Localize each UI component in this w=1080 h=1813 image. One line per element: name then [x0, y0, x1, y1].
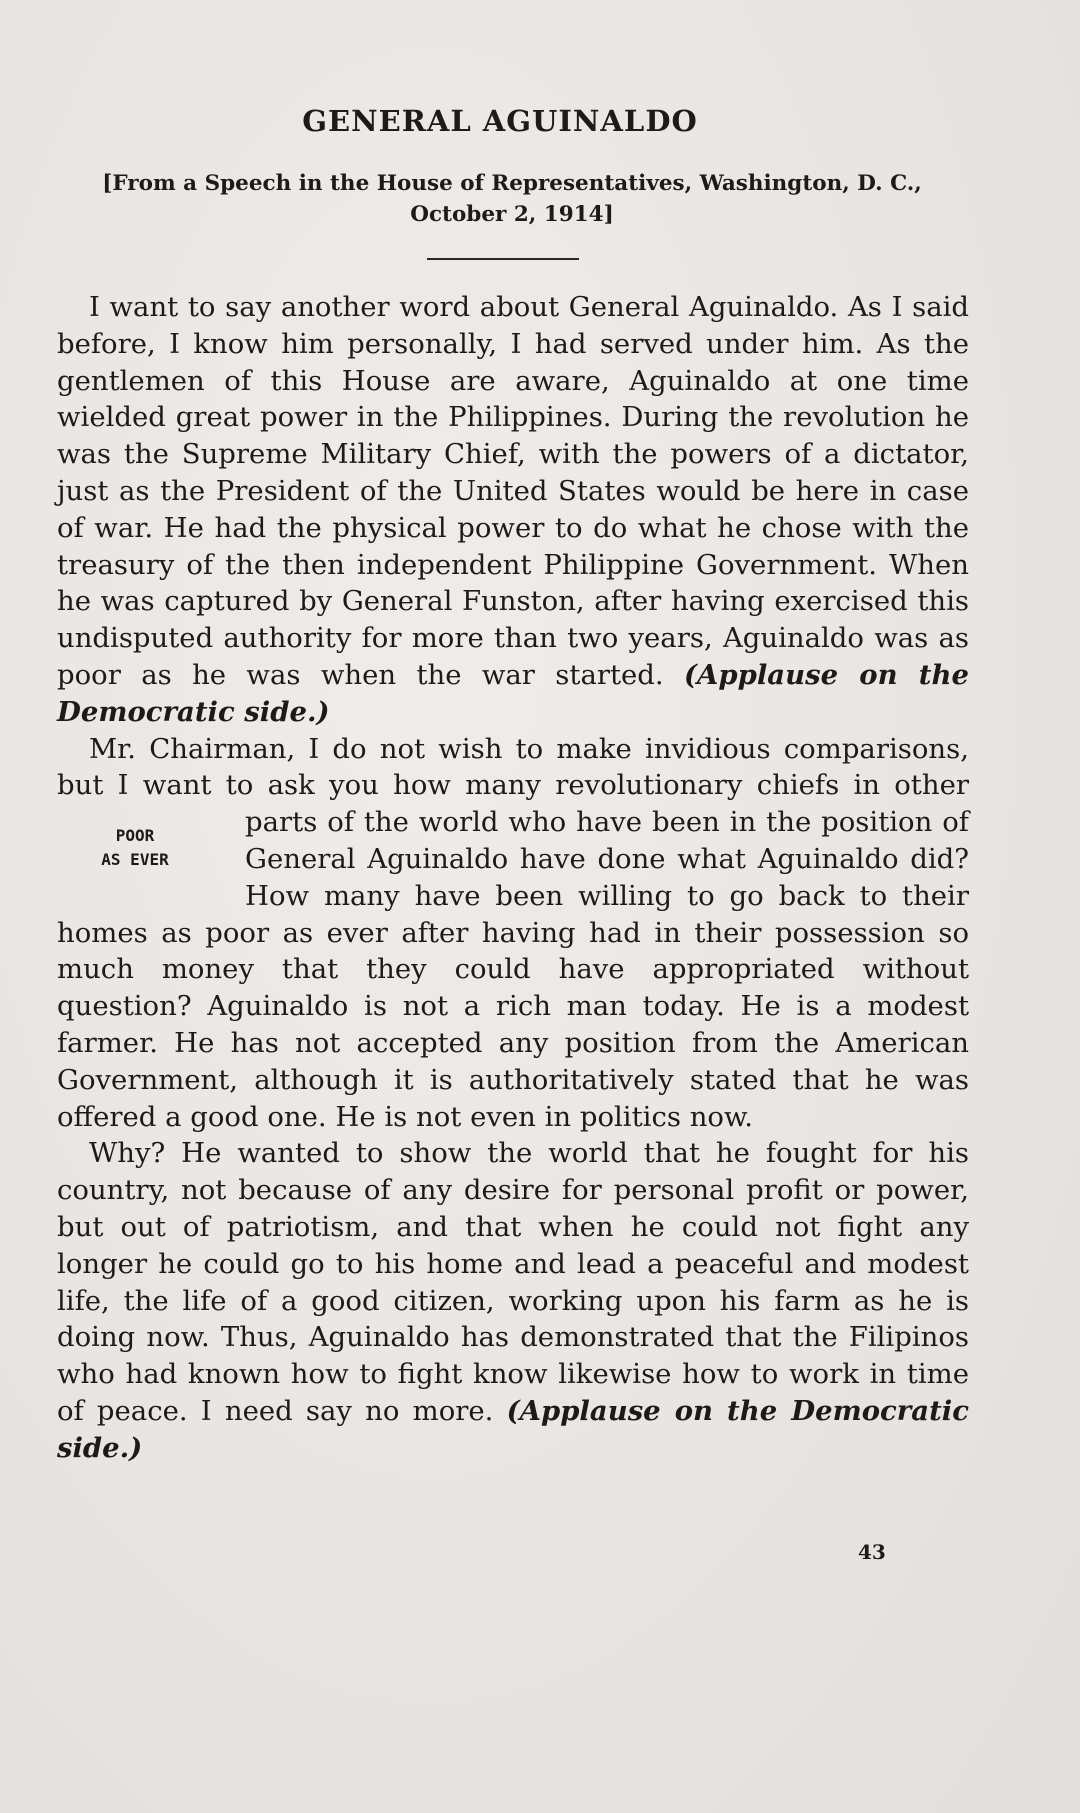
paragraph-2 — [57, 731, 969, 1136]
source-line-1: [From a Speech in the House of Representatives, Washington, D. C., — [102, 171, 922, 196]
margin-note-line-2: AS EVER — [101, 850, 169, 870]
paragraph-3-stage-direction: (Applause on the Democratic side.) — [57, 1394, 969, 1464]
source-citation — [62, 168, 962, 230]
paragraph-2-text-before-note: Mr. Chairman, I do not wish to make invidious comparisons, but I want to ask you how many revolutionary chiefs in other parts of the world who have been in the — [57, 732, 969, 839]
paragraph-1 — [57, 289, 969, 731]
source-line-2: October 2, 1914] — [410, 202, 614, 227]
margin-note-line-1: POOR — [115, 826, 155, 846]
paragraph-3 — [57, 1135, 969, 1466]
paragraph-1-text: I want to say another word about General Aguinaldo. As I said before, I know him personally, I had served under him. As the gentlemen of this House are aware, Aguinaldo at one time wielded great power in the Philippines. During the revolution he was the Supreme Military Chief, with the powers of a dictator, just as the President of the United States would be here in case of war. He had the physical power to do what he chose with the treasury of the then independent Philippine Government. When he was captured by General Funston, after having exercised this undisputed authority for more than two years, Aguinaldo was as poor as he was when the war started. — [57, 291, 969, 691]
title-divider — [427, 258, 579, 260]
paragraph-3-text: Why? He wanted to show the world that he fought for his country, not because of any desire for personal profit or power, but out of patriotism, and that when he could not fight any longer he could go to his home and lead a peaceful and modest life, the life of a good citizen, working upon his farm as he is doing now. Thus, Aguinaldo has demonstrated that the Filipinos who had known how to fight know likewise how to work in time of peace. I need say no more. — [57, 1137, 969, 1427]
margin-note — [25, 804, 245, 914]
paragraph-1-stage-direction: (Applause on the Democratic side.) — [57, 658, 969, 728]
speech-body — [57, 289, 969, 1467]
page-number: 43 — [858, 1540, 886, 1564]
page-title: GENERAL AGUINALDO — [302, 104, 698, 138]
paragraph-2-text: position of General Aguinaldo have done what Aguinaldo did? How many have been willing to go back to their homes as poor as ever after having had in their possession so much money that they could have appropriated without question? Aguinaldo is not a rich man today. He is a modest farmer. He has not accepted any position from the American Government, although it is authoritatively stated that he was offered a good one. He is not even in politics now. — [57, 806, 969, 1133]
